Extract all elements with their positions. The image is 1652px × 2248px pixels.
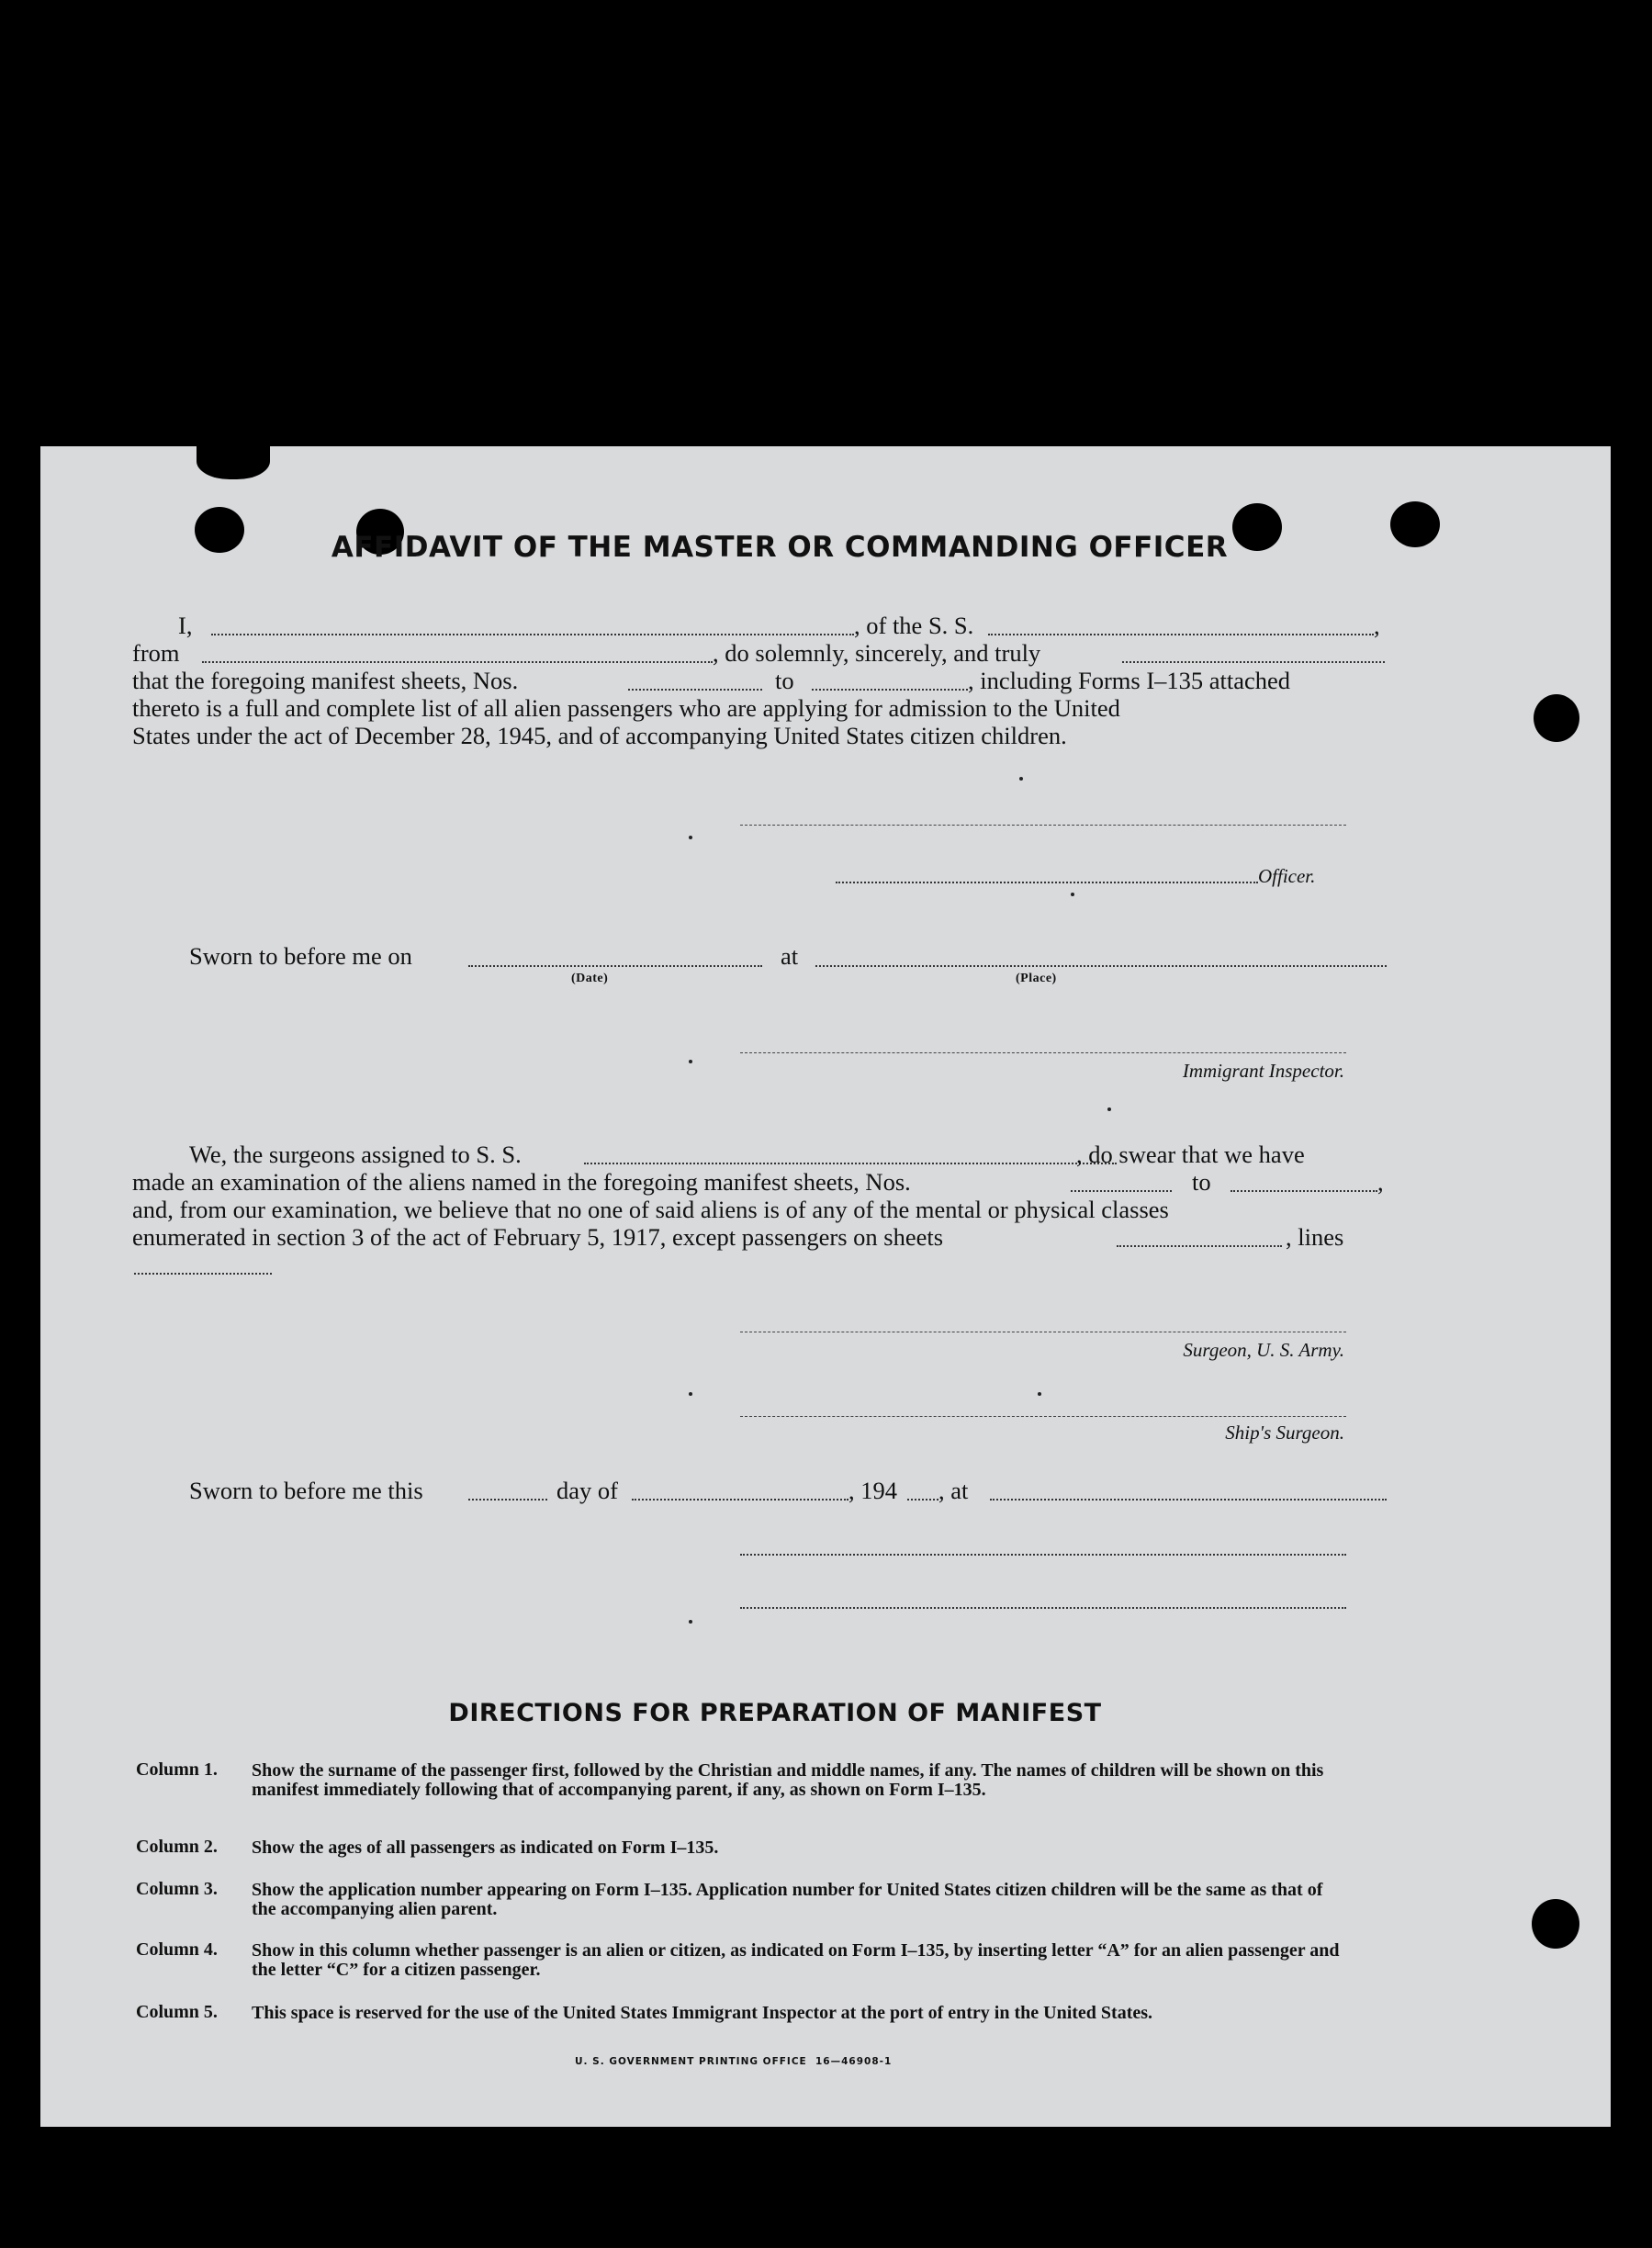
surgeons-swear: , do swear that we have [1076, 1141, 1305, 1168]
line2-from: from [132, 639, 180, 667]
affidavit-title: AFFIDAVIT OF THE MASTER OR COMMANDING OFFICER [331, 531, 1229, 564]
officer-title-blank [836, 882, 1258, 883]
column-4-text: Show in this column whether passenger is an alien or citizen, as indicated on Form I–135, by inserting letter “A” for an alien passenger and the letter “C” for a citizen passenger. [252, 1940, 1340, 1980]
nos-from-blank [628, 689, 762, 691]
date-caption: (Date) [571, 972, 609, 985]
line3-text: that the foregoing manifest sheets, Nos. [132, 667, 519, 694]
line1-ss: , of the S. S. [854, 612, 974, 639]
surgeons-line4: enumerated in section 3 of the act of February 5, 1917, except passengers on sheets [132, 1223, 944, 1251]
column-5-name: Column 5. [136, 2002, 218, 2022]
inspector-label: Immigrant Inspector. [1182, 1060, 1344, 1082]
surgeons-line2: made an examination of the aliens named in the foregoing manifest sheets, Nos. [132, 1168, 911, 1196]
punch-hole [1390, 501, 1440, 547]
speck [1107, 1107, 1111, 1111]
column-3-text: Show the application number appearing on Form I–135. Application number for United States citizen children will be the same as that of the accompanying alien parent. [252, 1880, 1323, 1919]
sworn2-signature-line-1 [740, 1554, 1346, 1556]
except-sheets-blank [1117, 1245, 1282, 1247]
column-5-text: This space is reserved for the use of the United States Immigrant Inspector at the port of entry in the United States. [252, 2003, 1153, 2023]
line3-forms: , including Forms I–135 attached [968, 667, 1291, 694]
sworn1-place-blank [815, 965, 1387, 967]
sworn2-year: , 194 [848, 1477, 897, 1504]
sworn2-day-blank [468, 1499, 547, 1501]
sworn2-month-blank [632, 1499, 848, 1501]
sworn2-place-blank [990, 1499, 1387, 1501]
speck [689, 1620, 692, 1624]
line5-text: States under the act of December 28, 1945, and of accompanying United States citizen children. [132, 722, 1067, 749]
surgeons-line2-comma: , [1377, 1168, 1384, 1196]
truly-blank [1122, 661, 1385, 663]
torn-corner [197, 439, 270, 479]
ship-surgeon-label: Ship's Surgeon. [1225, 1422, 1344, 1444]
column-1-text: Show the surname of the passenger first, followed by the Christian and middle names, if any. The names of children will be shown on this manifest immediately following that of accompanying parent, if any, as shown on Form I–135. [252, 1760, 1324, 1800]
surgeons-line3: and, from our examination, we believe that no one of said aliens is of any of the mental or physical classes [132, 1196, 1169, 1223]
sworn2-dayof: day of [556, 1477, 618, 1504]
column-1-name: Column 1. [136, 1759, 218, 1780]
speck [1071, 893, 1074, 896]
line3-to: to [775, 667, 794, 694]
surgeons-nos-from-blank [1071, 1190, 1172, 1192]
ship-surgeon-signature-line [740, 1416, 1346, 1417]
sworn2-at: , at [938, 1477, 969, 1504]
sworn2-signature-line-2 [740, 1607, 1346, 1609]
form-code: 16—46908-1 [815, 2056, 893, 2067]
directions-title: DIRECTIONS FOR PREPARATION OF MANIFEST [448, 1699, 1102, 1727]
column-2-name: Column 2. [136, 1837, 218, 1857]
lines-blank [134, 1273, 272, 1275]
line1-comma: , [1374, 612, 1380, 639]
from-blank [202, 661, 713, 663]
master-signature-line [740, 825, 1346, 826]
officer-label: Officer. [1258, 865, 1316, 887]
speck [689, 1392, 692, 1396]
surgeons-ship-blank [584, 1163, 1117, 1164]
line2-text: , do solemnly, sincerely, and truly [713, 639, 1041, 667]
column-3-name: Column 3. [136, 1879, 218, 1899]
sworn1-text: Sworn to before me on [189, 942, 412, 970]
column-2-text: Show the ages of all passengers as indicated on Form I–135. [252, 1838, 719, 1858]
name-blank [211, 634, 854, 635]
line1-i: I, [178, 612, 193, 639]
punch-hole [1534, 694, 1579, 742]
sworn2-year-blank [907, 1499, 938, 1501]
place-caption: (Place) [1016, 972, 1057, 985]
speck [689, 1060, 692, 1063]
sworn1-at: at [781, 942, 799, 970]
ship-blank [988, 634, 1374, 635]
army-surgeon-label: Surgeon, U. S. Army. [1183, 1339, 1344, 1361]
speck [1019, 777, 1023, 781]
punch-hole [195, 507, 244, 553]
column-4-name: Column 4. [136, 1939, 218, 1960]
speck [1038, 1392, 1041, 1396]
sworn2-text: Sworn to before me this [189, 1477, 423, 1504]
surgeons-line2-to: to [1192, 1168, 1211, 1196]
printer-imprint: U. S. GOVERNMENT PRINTING OFFICE [575, 2056, 807, 2067]
inspector-signature-line [740, 1052, 1346, 1053]
sworn1-date-blank [468, 965, 762, 967]
punch-hole [1532, 1899, 1579, 1949]
surgeons-lines: , lines [1286, 1223, 1344, 1251]
speck [689, 836, 692, 839]
line4-text: thereto is a full and complete list of all alien passengers who are applying for admission to the United [132, 694, 1120, 722]
surgeons-line1: We, the surgeons assigned to S. S. [189, 1141, 522, 1168]
surgeons-nos-to-blank [1231, 1190, 1377, 1192]
form-page [40, 446, 1611, 2127]
nos-to-blank [812, 689, 968, 691]
